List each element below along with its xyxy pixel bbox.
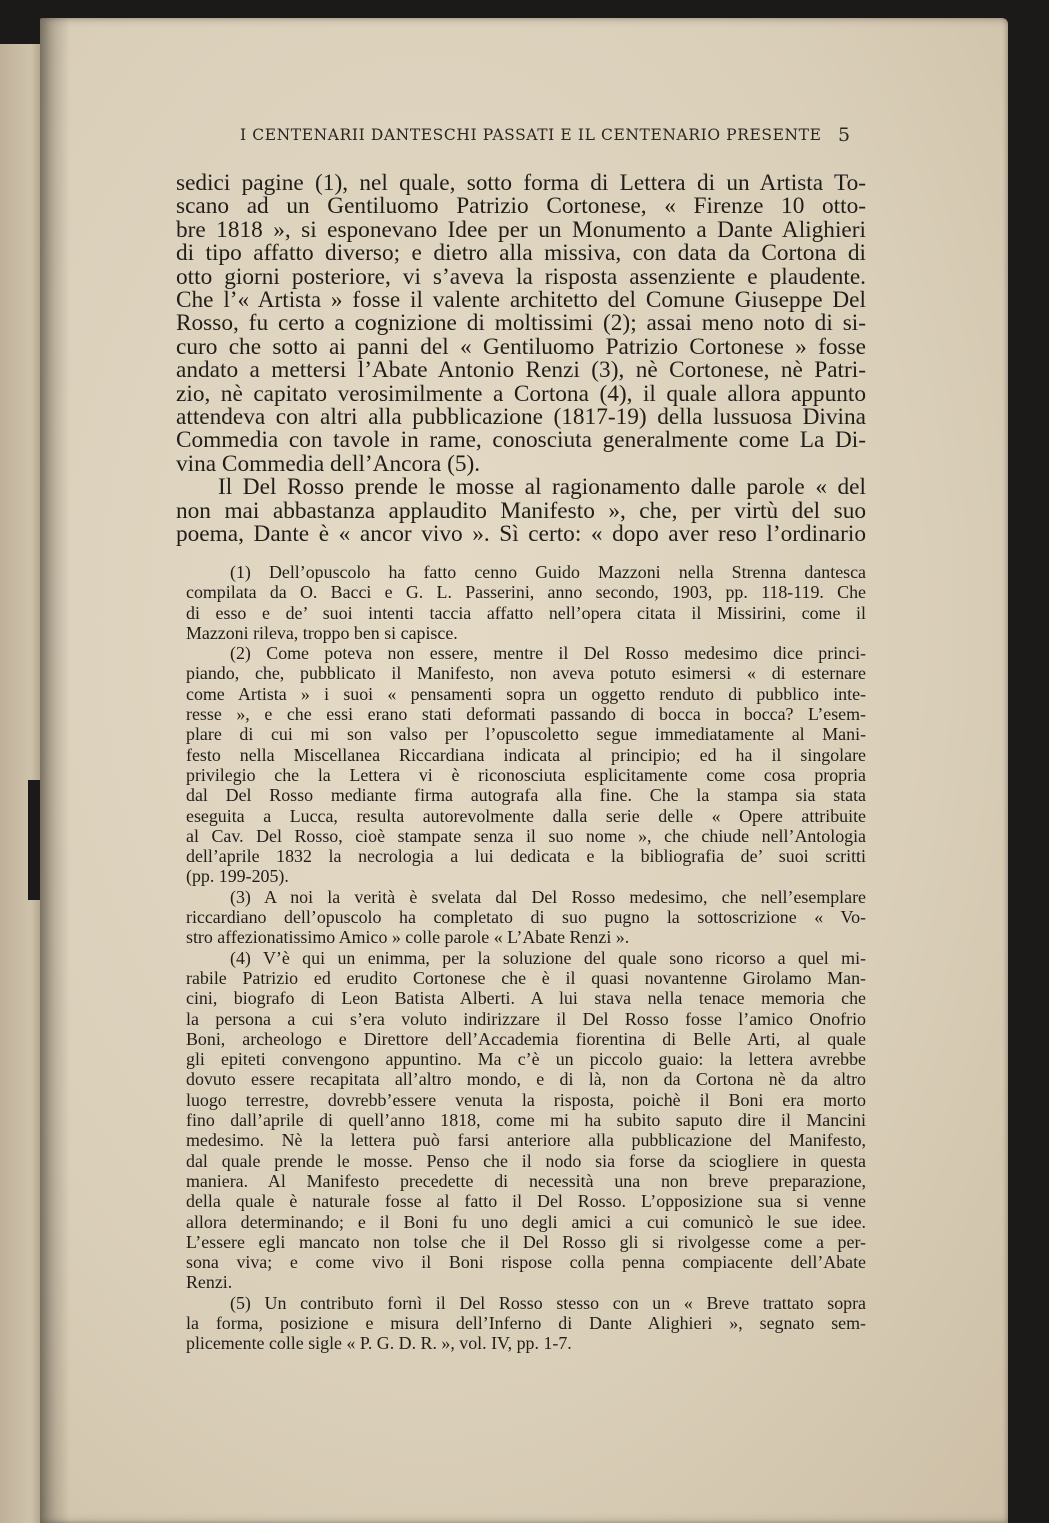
footnote-line: compilata da O. Bacci e G. L. Passerini, anno secondo, 1903, pp. 118-119. Che [186,582,866,603]
body-line: scano ad un Gentiluomo Patrizio Cortonese, « Firenze 10 otto- [176,193,866,220]
footnote-line: stro affezionatissimo Amico » colle parole « L’Abate Renzi ». [186,927,630,948]
footnote-line: di esso e de’ suoi intenti taccia affatto nell’opera citata il Missirini, come il [186,602,866,623]
footnote-line: resse », e che essi erano stati deformati passando di bocca in bocca? L’esem- [186,704,866,725]
footnote-line: (3) A noi la verità è svelata dal Del Rosso medesimo, che nell’esemplare [230,886,866,907]
footnote-line: plare di cui mi son valso per l’opuscoletto segue immediatamente al Mani- [186,724,866,745]
footnote-line: rabile Patrizio ed erudito Cortonese che è il quasi novantenne Girolamo Man- [186,967,866,988]
footnote-line: cini, biografo di Leon Batista Alberti. A lui stava nella tenace memoria che [186,988,866,1009]
body-line: curo che sotto ai panni del « Gentiluomo Patrizio Cortonese » fosse [176,333,866,360]
body-line: di tipo affatto diverso; e dietro alla missiva, con data da Cortona di [176,240,866,267]
footnote-line: gli epiteti convengono appuntino. Ma c’è un piccolo guaio: la lettera avrebbe [186,1049,866,1070]
body-line: zio, nè capitato verosimilmente a Cortona (4), il quale allora appunto [176,380,866,407]
footnotes-block [186,562,866,1354]
footnote-line: (1) Dell’opuscolo ha fatto cenno Guido Mazzoni nella Strenna dantesca [230,562,866,582]
footnote-line: dal Del Rosso mediante firma autografa alla fine. Che la stampa sia stata [186,785,866,806]
footnote-line: della quale è naturale fosse al fatto il Del Rosso. L’opposizione sua si venne [186,1191,866,1212]
footnote-line: allora determinando; e il Boni fu uno degli amici a cui comunicò le sue idee. [186,1211,866,1232]
running-title: I CENTENARII DANTESCHI PASSATI E IL CENTENARIO PRESENTE [240,126,822,144]
body-line: bre 1818 », si esponevano Idee per un Monumento a Dante Alighieri [176,216,866,243]
body-line: Commedia con tavole in rame, conosciuta generalmente come La Di- [176,427,866,454]
footnote-line: Renzi. [186,1272,233,1293]
gutter-shadow [40,18,70,1523]
footnote-line: come Artista » i suoi « pensamenti sopra un oggetto renduto di pubblico inte- [186,683,866,704]
footnote-line: medesimo. Nè la lettera può farsi anteriore alla pubblicazione del Manifesto, [186,1130,866,1151]
footnote-line: (4) V’è qui un enimma, per la soluzione del quale sono ricorso a quel mi- [230,947,866,968]
body-line: poema, Dante è « ancor vivo ». Sì certo: « dopo aver reso l’ordinario [176,521,866,548]
footnote-line: la forma, posizione e misura dell’Inferno di Dante Alighieri », segnato sem- [186,1312,866,1333]
footnote-line: Mazzoni rileva, troppo ben si capisce. [186,622,458,643]
main-text-block [176,172,866,547]
footnote-line: fino dall’aprile di quell’anno 1818, come mi ha subito saputo dire il Mancini [186,1110,866,1131]
footnote-line: luogo terrestre, dovrebb’essere venuta la risposta, poichè il Boni era morto [186,1089,866,1110]
page-number: 5 [838,124,851,146]
footnote-line: privilegio che la Lettera vi è riconosciuta esplicitamente come cosa propria [186,764,866,785]
body-line: Il Del Rosso prende le mosse al ragionamento dalle parole « del [218,474,866,501]
footnote-line: festo nella Miscellanea Riccardiana indicata al principio; ed ha il singolare [186,744,866,765]
footnote-line: (2) Come poteva non essere, mentre il Del Rosso medesimo dice princi- [230,643,866,664]
body-line: Che l’« Artista » fosse il valente architetto del Comune Giuseppe Del [176,287,866,314]
footnote-line: Boni, archeologo e Direttore dell’Accademia fiorentina di Belle Arti, al quale [186,1028,866,1049]
body-line: otto giorni posteriore, vi s’aveva la risposta assenziente e plaudente. [176,263,866,290]
body-line: attendeva con altri alla pubblicazione (1817-19) della lussuosa Divina [176,404,866,431]
body-line: vina Commedia dell’Ancora (5). [176,450,481,477]
footnote-line: L’essere egli mancato non tolse che il Del Rosso gli si rivolgesse come a per- [186,1231,866,1252]
footnote-line: sona viva; e come vivo il Boni rispose colla penna compiacente dell’Abate [186,1252,866,1273]
footnote-line: dovuto essere recapitata all’altro mondo, e di là, non da Cortona nè da altro [186,1069,866,1090]
footnote-line: plicemente colle sigle « P. G. D. R. », vol. IV, pp. 1-7. [186,1333,572,1354]
footnote-line: riccardiano dell’opuscolo ha completato di suo pugno la sottoscrizione « Vo- [186,907,866,928]
footnote-line: (5) Un contributo fornì il Del Rosso stesso con un « Breve trattato sopra [230,1292,866,1313]
footnote-line: eseguita a Lucca, resulta autorevolmente dalla serie delle « Opere attribuite [186,805,866,826]
footnote-line: dal quale prende le mosse. Penso che il nodo sia forse da sciogliere in questa [186,1150,866,1171]
body-line: non mai abbastanza applaudito Manifesto », che, per virtù del suo [176,497,866,524]
footnote-line: dell’aprile 1832 la necrologia a lui dedicata e la bibliografia de’ suoi scritti [186,846,866,867]
footnote-line: (pp. 199-205). [186,866,289,887]
body-line: Rosso, fu certo a cognizione di moltissimi (2); assai meno noto di si- [176,310,866,337]
footnote-line: la persona a cui s’era voluto indirizzare il Del Rosso fosse l’amico Onofrio [186,1008,866,1029]
footnote-line: al Cav. Del Rosso, cioè stampate senza il suo nome », che chiude nell’Antologia [186,825,866,846]
footnote-line: maniera. Al Manifesto precedette di necessità una non breve preparazione, [186,1170,866,1191]
body-line: andato a mettersi l’Abate Antonio Renzi (3), nè Cortonese, nè Patri- [176,357,866,384]
footnote-line: piando, che, pubblicato il Manifesto, non aveva potuto esimersi « di esternare [186,663,866,684]
body-line: sedici pagine (1), nel quale, sotto forma di Lettera di un Artista To- [176,170,866,196]
